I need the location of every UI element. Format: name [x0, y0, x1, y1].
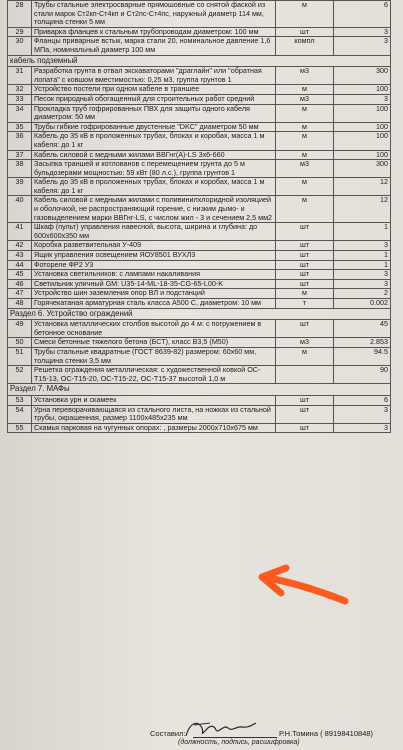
row-unit: м: [276, 196, 334, 223]
section-header-row: [8, 384, 391, 396]
row-quantity: 2.853: [334, 338, 391, 348]
row-number: 34: [8, 104, 32, 122]
table-row: [8, 347, 391, 365]
row-unit: м3: [276, 94, 334, 104]
row-quantity: 3: [334, 27, 391, 37]
signature-line: [193, 737, 277, 738]
row-number: 47: [8, 289, 32, 299]
row-description: Засыпка траншей и котлованов с перемещением грунта до 5 м бульдозерами мощностью: 59 кВт (80 л.с.), группа грунтов 1: [32, 160, 276, 178]
row-number: 50: [8, 338, 32, 348]
row-quantity: 3: [334, 279, 391, 289]
row-description: Горячекатаная арматурная сталь класса А500 С, диаметром: 10 мм: [32, 299, 276, 309]
table-row: [8, 289, 391, 299]
specification-table: [7, 0, 391, 433]
row-quantity: 12: [334, 196, 391, 223]
row-quantity: 1: [334, 223, 391, 241]
row-unit: м: [276, 132, 334, 150]
row-unit: шт: [276, 423, 334, 433]
row-description: Кабель до 35 кВ в проложенных трубах, блоках и коробах, масса 1 м кабеля: до 1 кг: [32, 132, 276, 150]
row-quantity: 0.002: [334, 299, 391, 309]
signature-label: Составил:: [150, 729, 186, 738]
row-description: Трубы стальные квадратные (ГОСТ 8639-82) размером: 60х60 мм, толщина стенки 3,5 мм: [32, 347, 276, 365]
row-number: 53: [8, 395, 32, 405]
section-title: Раздел 7. МАФы: [8, 384, 391, 396]
table-row: [8, 85, 391, 95]
table-row: [8, 395, 391, 405]
table-row: [8, 251, 391, 261]
row-quantity: 6: [334, 1, 391, 28]
row-number: 38: [8, 160, 32, 178]
row-quantity: 45: [334, 320, 391, 338]
row-unit: м3: [276, 338, 334, 348]
table-row: [8, 67, 391, 85]
row-number: 43: [8, 251, 32, 261]
row-description: Фланцы приварные встык, марка стали 20, номинальное давление 1,6 МПа, номинальный диаметр 100 мм: [32, 37, 276, 55]
table-row: [8, 338, 391, 348]
table-row: [8, 178, 391, 196]
table-row: [8, 260, 391, 270]
row-number: 29: [8, 27, 32, 37]
table-row: [8, 270, 391, 280]
section-title: кабель подземный: [8, 55, 391, 67]
row-number: 48: [8, 299, 32, 309]
row-number: 36: [8, 132, 32, 150]
row-unit: шт: [276, 395, 334, 405]
row-unit: шт: [276, 405, 334, 423]
table-row: [8, 37, 391, 55]
row-quantity: 3: [334, 94, 391, 104]
signature-caption: (должность, подпись, расшифровка): [178, 739, 300, 746]
row-description: Устройство постели при одном кабеле в траншее: [32, 85, 276, 95]
row-description: Ящик управления освещением ЯОУ8501 ВУХЛ3: [32, 251, 276, 261]
row-number: 41: [8, 223, 32, 241]
row-quantity: 3: [334, 37, 391, 55]
row-quantity: 300: [334, 160, 391, 178]
row-number: 35: [8, 122, 32, 132]
row-description: Устройство шин заземления опор ВЛ и подстанций: [32, 289, 276, 299]
row-description: Трубы стальные электросварные прямошовные со снятой фаской из стали марок Ст2кп-Ст4кп и Ст2пс-Ст4пс, наружный диаметр 114 мм, толщина стенки 5 мм: [32, 1, 276, 28]
row-quantity: 3: [334, 423, 391, 433]
table-row: [8, 241, 391, 251]
row-number: 55: [8, 423, 32, 433]
row-description: Песок природный обогащенный для строительных работ средний: [32, 94, 276, 104]
row-description: Светильник уличный GM: U35-14-ML-18-35-CG-65-L00-K: [32, 279, 276, 289]
section-title: Раздел 6. Устройство ограждений: [8, 308, 391, 320]
row-unit: шт: [276, 279, 334, 289]
author-name: Р.Н.Томина ( 89198410848): [279, 729, 374, 738]
table-row: [8, 405, 391, 423]
row-number: 32: [8, 85, 32, 95]
row-description: Установка урн и скамеек: [32, 395, 276, 405]
row-quantity: 2: [334, 289, 391, 299]
row-quantity: 94.5: [334, 347, 391, 365]
row-number: 33: [8, 94, 32, 104]
table-row: [8, 150, 391, 160]
table-row: [8, 366, 391, 384]
row-unit: шт: [276, 270, 334, 280]
row-unit: м: [276, 289, 334, 299]
table-row: [8, 423, 391, 433]
section-header-row: [8, 55, 391, 67]
row-unit: м: [276, 178, 334, 196]
row-number: 45: [8, 270, 32, 280]
table-row: [8, 27, 391, 37]
section-header-row: [8, 308, 391, 320]
row-quantity: 300: [334, 67, 391, 85]
row-unit: м: [276, 347, 334, 365]
signature-block: [0, 712, 403, 750]
table-row: [8, 196, 391, 223]
table-row: [8, 299, 391, 309]
row-unit: м3: [276, 67, 334, 85]
table-row: [8, 104, 391, 122]
row-number: 40: [8, 196, 32, 223]
row-description: Приварка фланцев к стальным трубопроводам диаметром: 100 мм: [32, 27, 276, 37]
row-unit: м: [276, 104, 334, 122]
row-unit: шт: [276, 223, 334, 241]
row-description: Смеси бетонные тяжелого бетона (БСТ), класс В3,5 (М50): [32, 338, 276, 348]
row-description: Решетка ограждения металлическая: с художественной ковкой ОС-Т15-13, ОС-Т15-20, ОС-Т15-22, ОС-Т15-37 высотой 1,0 м: [32, 366, 276, 384]
row-unit: шт: [276, 260, 334, 270]
row-unit: т: [276, 299, 334, 309]
row-description: Скамья парковая на чугунных опорах: , размеры 2000х710х675 мм: [32, 423, 276, 433]
row-description: Кабель до 35 кВ в проложенных трубах, блоках и коробах, масса 1 м кабеля: до 1 кг: [32, 178, 276, 196]
row-quantity: 1: [334, 251, 391, 261]
row-quantity: 100: [334, 122, 391, 132]
row-unit: [276, 366, 334, 384]
row-quantity: 1: [334, 260, 391, 270]
row-number: 30: [8, 37, 32, 55]
row-unit: м: [276, 122, 334, 132]
table-row: [8, 1, 391, 28]
row-quantity: 100: [334, 150, 391, 160]
row-unit: м3: [276, 160, 334, 178]
table-row: [8, 122, 391, 132]
row-description: Кабель силовой с медными жилами с поливинилхлоридной изоляцией и оболочкой, не распространяющий горение, с низким дымо- и газовыделением марки ВВГнг-LS, с числом жил - 3 и сечением 2,5 мм2: [32, 196, 276, 223]
row-number: 51: [8, 347, 32, 365]
row-unit: м: [276, 150, 334, 160]
row-number: 54: [8, 405, 32, 423]
row-number: 52: [8, 366, 32, 384]
row-description: Прокладка труб гофрированных ПВХ для защиты одного кабеля диаметром: 50 мм: [32, 104, 276, 122]
row-quantity: 100: [334, 85, 391, 95]
row-quantity: 3: [334, 405, 391, 423]
row-unit: шт: [276, 320, 334, 338]
row-unit: шт: [276, 27, 334, 37]
row-number: 44: [8, 260, 32, 270]
row-unit: компл: [276, 37, 334, 55]
row-number: 42: [8, 241, 32, 251]
table-row: [8, 320, 391, 338]
row-description: Фотореле ФР2 У3: [32, 260, 276, 270]
row-number: 37: [8, 150, 32, 160]
table-row: [8, 94, 391, 104]
table-row: [8, 223, 391, 241]
row-quantity: 100: [334, 104, 391, 122]
row-description: Установка металлических столбов высотой до 4 м: с погружением в бетонное основание: [32, 320, 276, 338]
row-description: Коробка разветвительная У-409: [32, 241, 276, 251]
row-unit: м: [276, 1, 334, 28]
row-description: Установка светильников: с лампами накаливания: [32, 270, 276, 280]
row-unit: шт: [276, 251, 334, 261]
row-unit: шт: [276, 241, 334, 251]
row-unit: м: [276, 85, 334, 95]
row-number: 28: [8, 1, 32, 28]
row-quantity: 12: [334, 178, 391, 196]
row-description: Кабель силовой с медными жилами ВВГнг(А)-LS 3х6-660: [32, 150, 276, 160]
row-number: 49: [8, 320, 32, 338]
table-row: [8, 279, 391, 289]
row-number: 31: [8, 67, 32, 85]
row-quantity: 100: [334, 132, 391, 150]
row-number: 39: [8, 178, 32, 196]
row-description: Урна переворачивающаяся из стального листа, на ножках из стальной трубы, окрашенная, размер 1100х485х235 мм: [32, 405, 276, 423]
row-number: 46: [8, 279, 32, 289]
row-quantity: 3: [334, 241, 391, 251]
row-quantity: 90: [334, 366, 391, 384]
table-row: [8, 160, 391, 178]
table-row: [8, 132, 391, 150]
row-quantity: 3: [334, 270, 391, 280]
row-description: Разработка грунта в отвал экскаваторами "драглайн" или "обратная лопата" с ковшом вместимостью: 0,25 м3, группа грунтов 1: [32, 67, 276, 85]
row-description: Трубы гибкие гофрированные двустенные "DKC" диаметром 50 мм: [32, 122, 276, 132]
row-description: Шкаф (пульт) управления навесной, высота, ширина и глубина: до 600х600х350 мм: [32, 223, 276, 241]
row-quantity: 6: [334, 395, 391, 405]
